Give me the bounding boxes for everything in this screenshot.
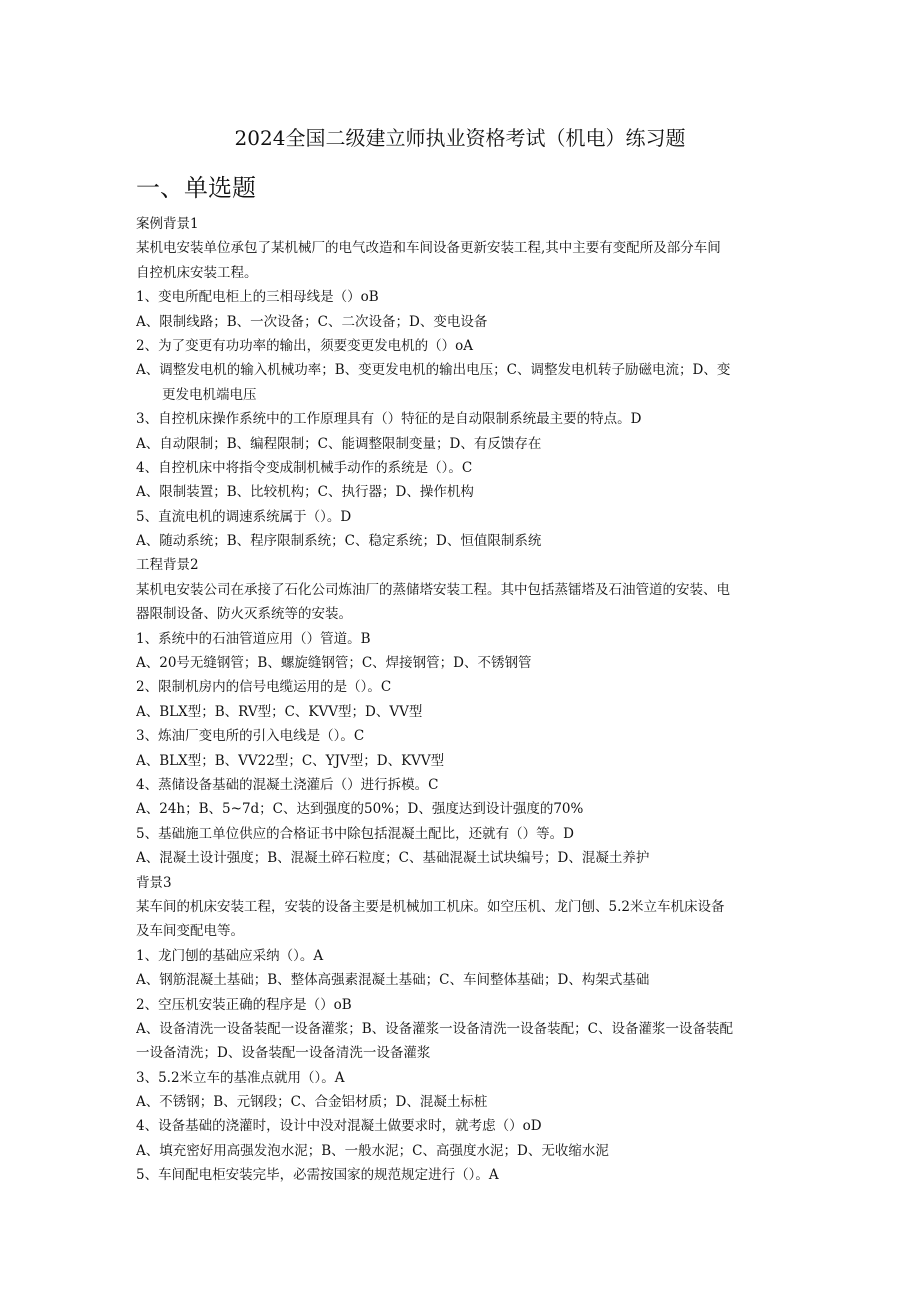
paragraph-line: 及车间变配电等。 [136, 923, 244, 940]
case-heading: 背景3 [136, 874, 172, 891]
question-line: 2、空压机安装正确的程序是（）oB [136, 996, 352, 1013]
question-line: 5、基础施工单位供应的合格证书中除包括混凝土配比，还就有（）等。D [136, 825, 574, 842]
options-line: A、自动限制；B、编程限制；C、能调整限制变量；D、有反馈存在 [136, 435, 542, 452]
options-line: 一设备清洗；D、设备装配一设备清洗一设备灌浆 [136, 1045, 431, 1062]
question-line: 4、设备基础的浇灌时，设计中没对混凝土做要求时，就考虑（）oD [136, 1118, 542, 1135]
paragraph-line: 某机电安装单位承包了某机械厂的电气改造和车间设备更新安装工程,其中主要有变配所及部分车间 [136, 240, 721, 257]
question-line: 4、蒸储设备基础的混凝土浇灌后（）进行拆模。C [136, 776, 439, 793]
section-heading: 一、单选题 [136, 174, 256, 202]
document-body [136, 212, 784, 1188]
options-line: A、钢筋混凝土基础；B、整体高强素混凝土基础；C、车间整体基础；D、构架式基础 [136, 972, 650, 989]
paragraph-line: 某机电安装公司在承接了石化公司炼油厂的蒸储塔安装工程。其中包括蒸镭塔及石油管道的安装、电 [136, 581, 730, 598]
options-line: A、调整发电机的输入机械功率；B、变更发电机的输出电压；C、调整发电机转子励磁电流；D、变 [136, 362, 731, 379]
question-line: 3、自控机床操作系统中的工作原理具有（）特征的是自动限制系统最主要的特点。D [136, 411, 642, 428]
options-line: A、20号无缝钢管；B、螺旋缝钢管；C、焊接钢管；D、不锈钢管 [136, 655, 532, 672]
options-line: A、随动系统；B、程序限制系统；C、稳定系统；D、恒值限制系统 [136, 533, 542, 550]
document-title: 2024全国二级建立师执业资格考试（机电）练习题 [234, 126, 686, 150]
options-line: A、24h；B、5~7d；C、达到强度的50%；D、强度达到设计强度的70% [136, 801, 584, 818]
paragraph-line: 器限制设备、防火灭系统等的安装。 [136, 606, 352, 623]
case-heading: 案例背景1 [136, 216, 199, 232]
paragraph-line: 自控机床安装工程。 [136, 264, 258, 281]
case-heading: 工程背景2 [136, 557, 199, 574]
question-line: 2、为了变更有功功率的输出，须要变更发电机的（）oA [136, 337, 473, 354]
options-line: A、不锈钢；B、元钢段；C、合金铝材质；D、混凝土标桩 [136, 1094, 488, 1111]
paragraph-line: 某车间的机床安装工程，安装的设备主要是机械加工机床。如空压机、龙门刨、5.2米立车机床设备 [136, 898, 725, 915]
options-line: A、BLX型；B、RV型；C、KVV型；D、VV型 [136, 703, 423, 720]
question-line: 4、自控机床中将指令变成制机械手动作的系统是（）。C [136, 459, 473, 476]
question-line: 5、车间配电柜安装完毕，必需按国家的规范规定进行（）。A [136, 1167, 499, 1184]
question-line: 3、5.2米立车的基准点就用（）。A [136, 1069, 345, 1086]
options-line: A、填充密好用高强发泡水泥；B、一般水泥；C、高强度水泥；D、无收缩水泥 [136, 1142, 609, 1159]
question-line: 5、直流电机的调速系统属于（）。D [136, 508, 352, 525]
question-line: 1、变电所配电柜上的三相母线是（）oB [136, 289, 379, 306]
question-line: 1、龙门刨的基础应采纳（）。A [136, 947, 324, 964]
question-line: 3、炼油厂变电所的引入电线是（）。C [136, 728, 365, 745]
question-line: 1、系统中的石油管道应用（）管道。B [136, 630, 371, 647]
options-line: 更发电机端电压 [162, 386, 257, 403]
options-line: A、混凝土设计强度；B、混凝土碎石粒度；C、基础混凝土试块编号；D、混凝土养护 [136, 850, 650, 867]
options-line: A、BLX型；B、VV22型；C、YJV型；D、KVV型 [136, 752, 445, 769]
question-line: 2、限制机房内的信号电缆运用的是（）。C [136, 679, 392, 696]
options-line: A、限制线路；B、一次设备；C、二次设备；D、变电设备 [136, 313, 488, 330]
options-line: A、限制装置；B、比较机构；C、执行器；D、操作机构 [136, 484, 474, 501]
options-line: A、设备清洗一设备装配一设备灌浆；B、设备灌浆一设备清洗一设备装配；C、设备灌浆一设备装配 [136, 1020, 733, 1037]
